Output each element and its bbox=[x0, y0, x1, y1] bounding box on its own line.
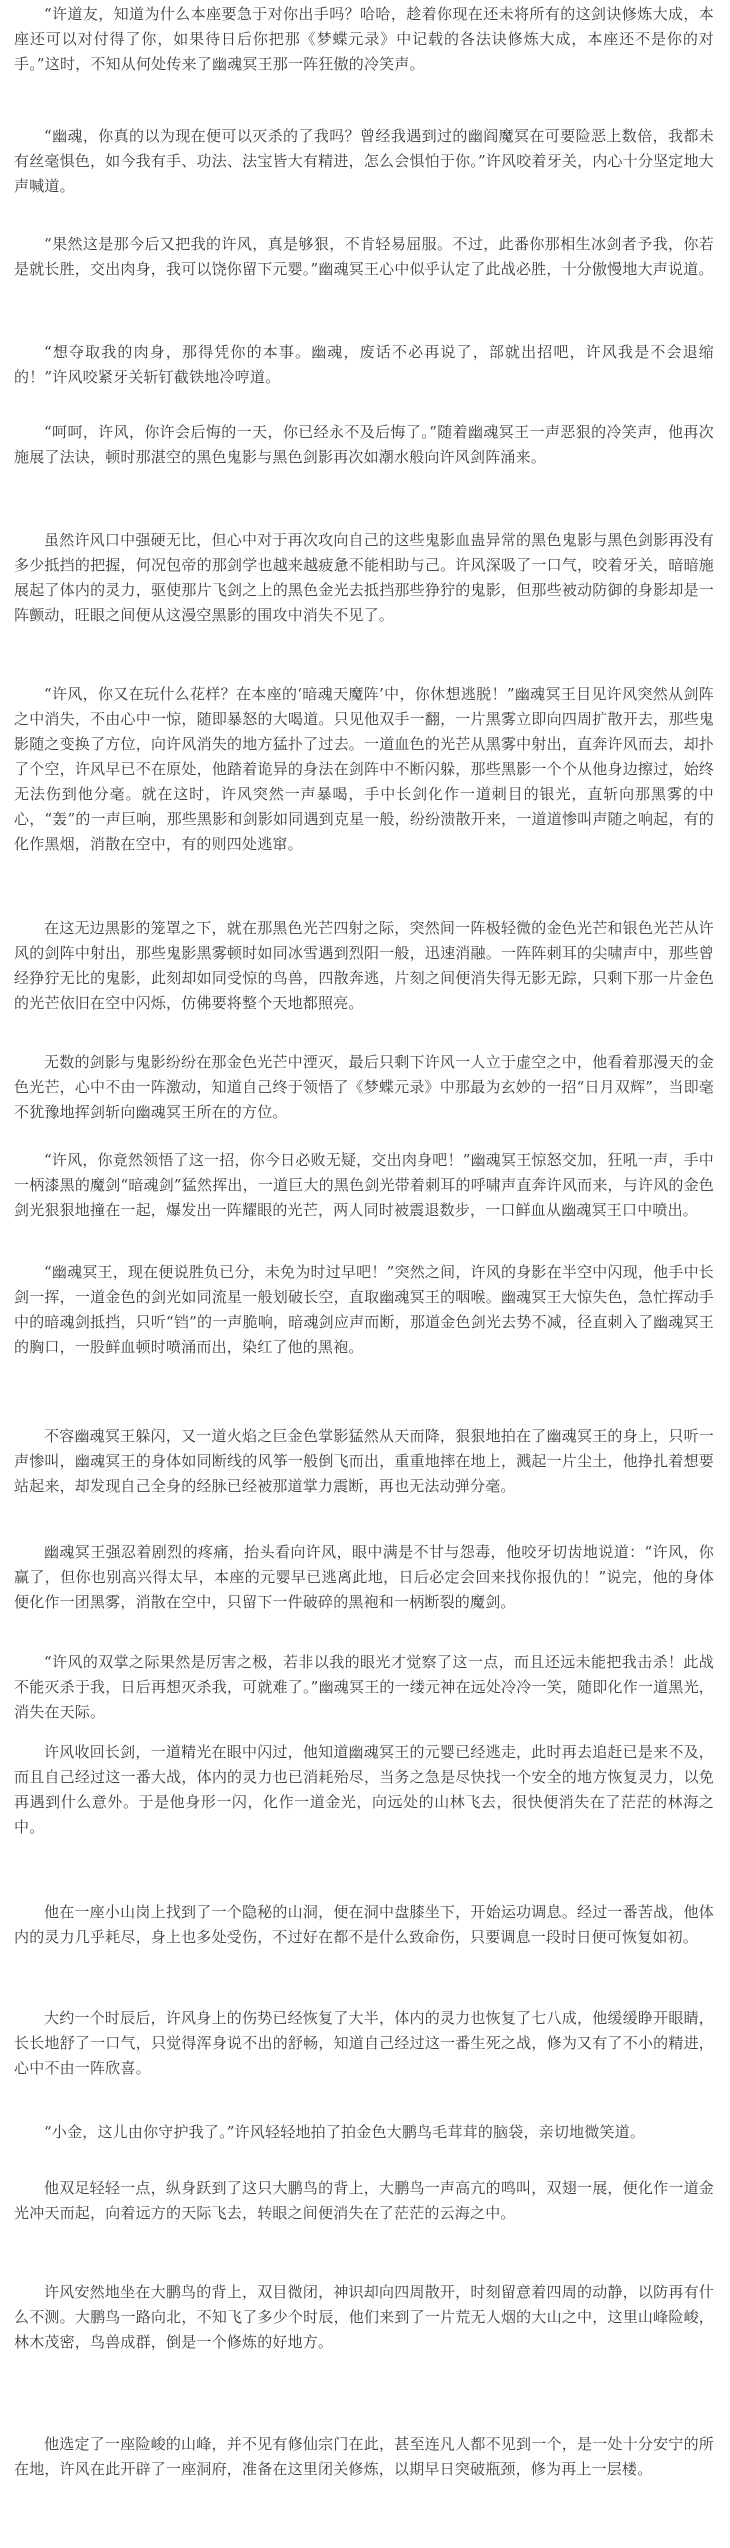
paragraph: 他双足轻轻一点，纵身跃到了这只大鹏鸟的背上，大鹏鸟一声高亢的鸣叫，双翅一展，便化作一道金光冲天而起，向着远方的天际飞去，转眼之间便消失在了茫茫的云海之中。 bbox=[14, 2179, 714, 2222]
paragraph: “许风的双掌之际果然是厉害之极，若非以我的眼光才觉察了这一点，而且还远未能把我击杀！此战不能灭杀于我，日后再想灭杀我，可就难了。”幽魂冥王的一缕元神在远处冷冷一笑，随即化作一道黑光，消失在天际。 bbox=[14, 1653, 714, 1721]
paragraph: “果然这是那今后又把我的许风，真是够狠，不肯轻易屈服。不过，此番你那相生冰剑者予我，你若是就长胜，交出肉身，我可以饶你留下元婴。”幽魂冥王心中似乎认定了此战必胜，十分傲慢地大声说道。 bbox=[14, 235, 714, 278]
paragraph: 虽然许风口中强硬无比，但心中对于再次攻向自己的这些鬼影血蛊异常的黑色鬼影与黑色剑影再没有多少抵挡的把握，何况包帝的那剑学也越来越疲惫不能相助与己。许风深吸了一口气，咬着牙关，暗暗施展起了体内的灵力，驱使那片飞剑之上的黑色金光去抵挡那些狰狞的鬼影，但那些被动防御的身影却是一阵颤动，旺眼之间便从这漫空黑影的围攻中消失不见了。 bbox=[14, 531, 714, 624]
paragraph: 在这无边黑影的笼罩之下，就在那黑色光芒四射之际，突然间一阵极轻微的金色光芒和银色光芒从许风的剑阵中射出，那些鬼影黑雾顿时如同冰雪遇到烈阳一般，迅速消融。一阵阵刺耳的尖啸声中，那些曾经狰狞无比的鬼影，此刻却如同受惊的鸟兽，四散奔逃，片刻之间便消失得无影无踪，只剩下那一片金色的光芒依旧在空中闪烁，仿佛要将整个天地都照亮。 bbox=[14, 919, 714, 1012]
article-body bbox=[14, 0, 714, 2548]
paragraph: “想夺取我的肉身，那得凭你的本事。幽魂，废话不必再说了，部就出招吧，许风我是不会退缩的！”许风咬紧牙关斩钉截铁地冷哼道。 bbox=[14, 343, 714, 386]
paragraph: “许道友，知道为什么本座要急于对你出手吗？哈哈，趁着你现在还未将所有的这剑诀修炼大成，本座还可以对付得了你，如果待日后你把那《梦蝶元录》中记载的各法诀修炼大成，本座还不是你的对手。”这时，不知从何处传来了幽魂冥王那一阵狂傲的冷笑声。 bbox=[14, 5, 714, 73]
paragraph: “幽魂冥王，现在便说胜负已分，未免为时过早吧！”突然之间，许风的身影在半空中闪现，他手中长剑一挥，一道金色的剑光如同流星一般划破长空，直取幽魂冥王的咽喉。幽魂冥王大惊失色，急忙挥动手中的暗魂剑抵挡，只听“铛”的一声脆响，暗魂剑应声而断，那道金色剑光去势不减，径直刺入了幽魂冥王的胸口，一股鲜血顿时喷涌而出，染红了他的黑袍。 bbox=[14, 1263, 714, 1356]
paragraph: 许风安然地坐在大鹏鸟的背上，双目微闭，神识却向四周散开，时刻留意着四周的动静，以防再有什么不测。大鹏鸟一路向北，不知飞了多少个时辰，他们来到了一片荒无人烟的大山之中，这里山峰险峻，林木茂密，鸟兽成群，倒是一个修炼的好地方。 bbox=[14, 2283, 714, 2351]
paragraph: 无数的剑影与鬼影纷纷在那金色光芒中湮灭，最后只剩下许风一人立于虚空之中，他看着那漫天的金色光芒，心中不由一阵激动，知道自己终于领悟了《梦蝶元录》中那最为玄妙的一招“日月双辉”，当即毫不犹豫地挥剑斩向幽魂冥王所在的方位。 bbox=[14, 1053, 714, 1121]
paragraph: 不容幽魂冥王躲闪，又一道火焰之巨金色掌影猛然从天而降，狠狠地拍在了幽魂冥王的身上，只听一声惨叫，幽魂冥王的身体如同断线的风筝一般倒飞而出，重重地摔在地上，溅起一片尘土，他挣扎着想要站起来，却发现自己全身的经脉已经被那道掌力震断，再也无法动弹分毫。 bbox=[14, 1427, 714, 1495]
paragraph: “小金，这儿由你守护我了。”许风轻轻地拍了拍金色大鹏鸟毛茸茸的脑袋，亲切地微笑道。 bbox=[44, 2123, 646, 2141]
paragraph: “许风，你又在玩什么花样？在本座的‘暗魂天魔阵’中，你休想逃脱！”幽魂冥王目见许风突然从剑阵之中消失，不由心中一惊，随即暴怒的大喝道。只见他双手一翻，一片黑雾立即向四周扩散开去，那些鬼影随之变换了方位，向许风消失的地方猛扑了过去。一道血色的光芒从黑雾中射出，直奔许风而去，却扑了个空，许风早已不在原处，他踏着诡异的身法在剑阵中不断闪躲，那些黑影一个个从他身边擦过，始终无法伤到他分毫。就在这时，许风突然一声暴喝，手中长剑化作一道刺目的银光，直斩向那黑雾的中心，“轰”的一声巨响，那些黑影和剑影如同遇到克星一般，纷纷溃散开来，一道道惨叫声随之响起，有的化作黑烟，消散在空中，有的则四处逃窜。 bbox=[14, 685, 714, 853]
paragraph: “幽魂，你真的以为现在便可以灭杀的了我吗？曾经我遇到过的幽阎魔冥在可要险恶上数倍，我都未有丝毫惧色，如今我有手、功法、法宝皆大有精进，怎么会惧怕于你。”许风咬着牙关，内心十分坚定地大声喊道。 bbox=[14, 127, 714, 195]
paragraph: “呵呵，许风，你许会后悔的一天，你已经永不及后悔了。”随着幽魂冥王一声恶狠的冷笑声，他再次施展了法诀，顿时那湛空的黑色鬼影与黑色剑影再次如潮水般向许风剑阵涌来。 bbox=[14, 423, 714, 466]
paragraph: 幽魂冥王强忍着剧烈的疼痛，抬头看向许风，眼中满是不甘与怨毒，他咬牙切齿地说道：“许风，你赢了，但你也别高兴得太早，本座的元婴早已逃离此地，日后必定会回来找你报仇的！”说完，他的身体便化作一团黑雾，消散在空中，只留下一件破碎的黑袍和一柄断裂的魔剑。 bbox=[14, 1543, 714, 1611]
paragraph: 他在一座小山岗上找到了一个隐秘的山洞，便在洞中盘膝坐下，开始运功调息。经过一番苦战，他体内的灵力几乎耗尽，身上也多处受伤，不过好在都不是什么致命伤，只要调息一段时日便可恢复如初。 bbox=[14, 1903, 714, 1946]
paragraph: 大约一个时辰后，许风身上的伤势已经恢复了大半，体内的灵力也恢复了七八成，他缓缓睁开眼睛，长长地舒了一口气，只觉得浑身说不出的舒畅，知道自己经过这一番生死之战，修为又有了不小的精进，心中不由一阵欣喜。 bbox=[14, 2009, 714, 2077]
paragraph: 许风收回长剑，一道精光在眼中闪过，他知道幽魂冥王的元婴已经逃走，此时再去追赶已是来不及，而且自己经过这一番大战，体内的灵力也已消耗殆尽，当务之急是尽快找一个安全的地方恢复灵力，以免再遇到什么意外。于是他身形一闪，化作一道金光，向远处的山林飞去，很快便消失在了茫茫的林海之中。 bbox=[14, 1743, 714, 1836]
paragraph: 他选定了一座险峻的山峰，并不见有修仙宗门在此，甚至连凡人都不见到一个，是一处十分安宁的所在地，许风在此开辟了一座洞府，准备在这里闭关修炼，以期早日突破瓶颈，修为再上一层楼。 bbox=[14, 2435, 714, 2478]
paragraph: “许风，你竟然领悟了这一招，你今日必败无疑，交出肉身吧！”幽魂冥王惊怒交加，狂吼一声，手中一柄漆黑的魔剑“暗魂剑”猛然挥出，一道巨大的黑色剑光带着刺耳的呼啸声直奔许风而来，与许风的金色剑光狠狠地撞在一起，爆发出一阵耀眼的光芒，两人同时被震退数步，一口鲜血从幽魂冥王口中喷出。 bbox=[14, 1151, 714, 1219]
